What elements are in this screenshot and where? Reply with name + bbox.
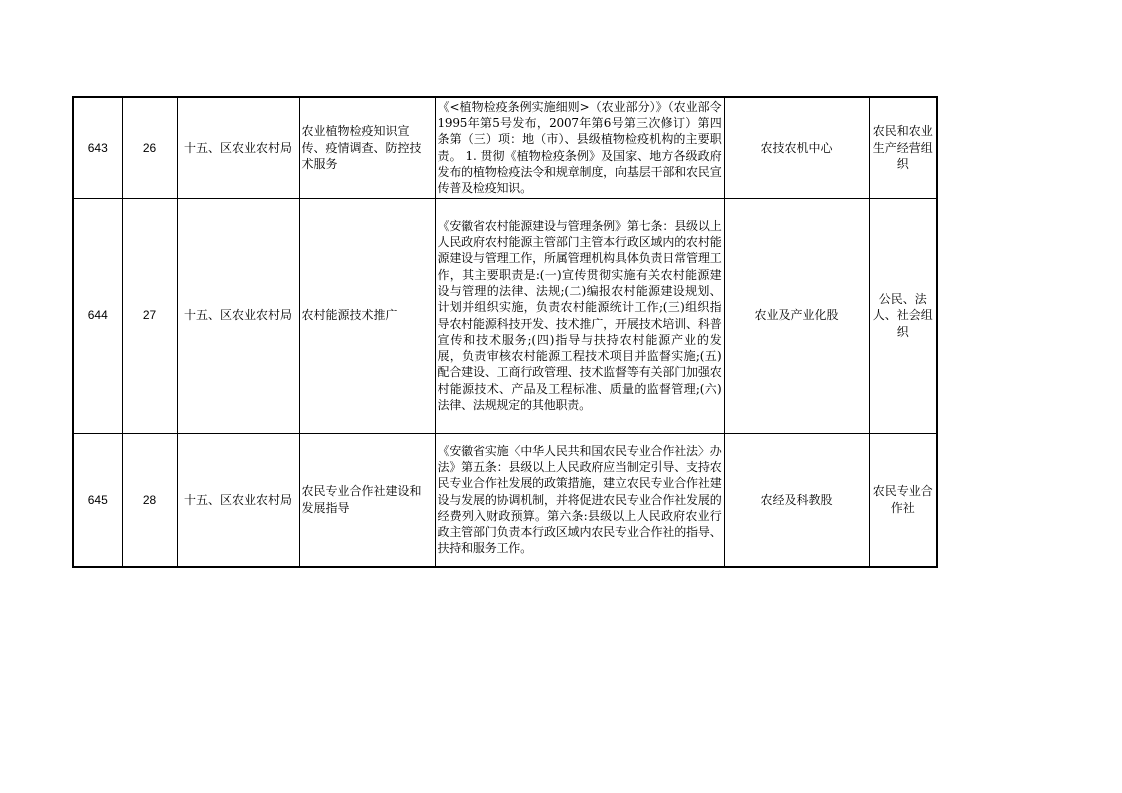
seq-cell: 644 xyxy=(73,198,122,433)
responsible-unit-cell: 农经及科教股 xyxy=(724,433,869,567)
service-target-cell: 农民专业合作社 xyxy=(869,433,937,567)
sub-seq-cell: 26 xyxy=(122,97,177,198)
legal-basis-cell: 《安徽省农村能源建设与管理条例》第七条：县级以上人民政府农村能源主管部门主管本行政区域内的农村能源建设与管理工作，所属管理机构具体负责日常管理工作，其主要职责是:(一)宣传贯彻实施有关农村能源建设与管理的法律、法规;(二)编报农村能源建设规划、计划并组织实施，负责农村能源统计工作;(三)组织指导农村能源科技开发、技术推广，开展技术培训、科普宣传和技术服务;(四)指导与扶持农村能源产业的发展，负责审核农村能源工程技术项目并监督实施;(五)配合建设、工商行政管理、技术监督等有关部门加强农村能源技术、产品及工程标准、质量的监督管理;(六)法律、法规规定的其他职责。 xyxy=(435,198,724,433)
service-name-cell: 农村能源技术推广 xyxy=(299,198,435,433)
service-list-table xyxy=(72,96,938,568)
service-target-cell: 公民、法人、社会组织 xyxy=(869,198,937,433)
department-cell: 十五、区农业农村局 xyxy=(177,97,299,198)
responsible-unit-cell: 农技农机中心 xyxy=(724,97,869,198)
service-target-cell: 农民和农业生产经营组织 xyxy=(869,97,937,198)
legal-basis-cell: 《安徽省实施〈中华人民共和国农民专业合作社法〉办法》第五条：县级以上人民政府应当制定引导、支持农民专业合作社发展的政策措施，建立农民专业合作社建设与发展的协调机制，并将促进农民专业合作社发展的经费列入财政预算。第六条:县级以上人民政府农业行政主管部门负责本行政区域内农民专业合作社的指导、扶持和服务工作。 xyxy=(435,433,724,567)
service-name-cell: 农业植物检疫知识宣传、疫情调查、防控技术服务 xyxy=(299,97,435,198)
sub-seq-cell: 27 xyxy=(122,198,177,433)
department-cell: 十五、区农业农村局 xyxy=(177,433,299,567)
table-row xyxy=(73,433,937,567)
seq-cell: 643 xyxy=(73,97,122,198)
seq-cell: 645 xyxy=(73,433,122,567)
department-cell: 十五、区农业农村局 xyxy=(177,198,299,433)
table-row xyxy=(73,97,937,198)
service-name-cell: 农民专业合作社建设和发展指导 xyxy=(299,433,435,567)
responsible-unit-cell: 农业及产业化股 xyxy=(724,198,869,433)
legal-basis-cell: 《<植物检疫条例实施细则>（农业部分）》（农业部令1995年第5号发布，2007年第6号第三次修订）第四条第（三）项：地（市）、县级植物检疫机构的主要职责。 1. 贯彻《植物检疫条例》及国家、地方各级政府发布的植物检疫法令和规章制度，向基层干部和农民宣传普及检疫知识。 xyxy=(435,97,724,198)
table-row xyxy=(73,198,937,433)
sub-seq-cell: 28 xyxy=(122,433,177,567)
